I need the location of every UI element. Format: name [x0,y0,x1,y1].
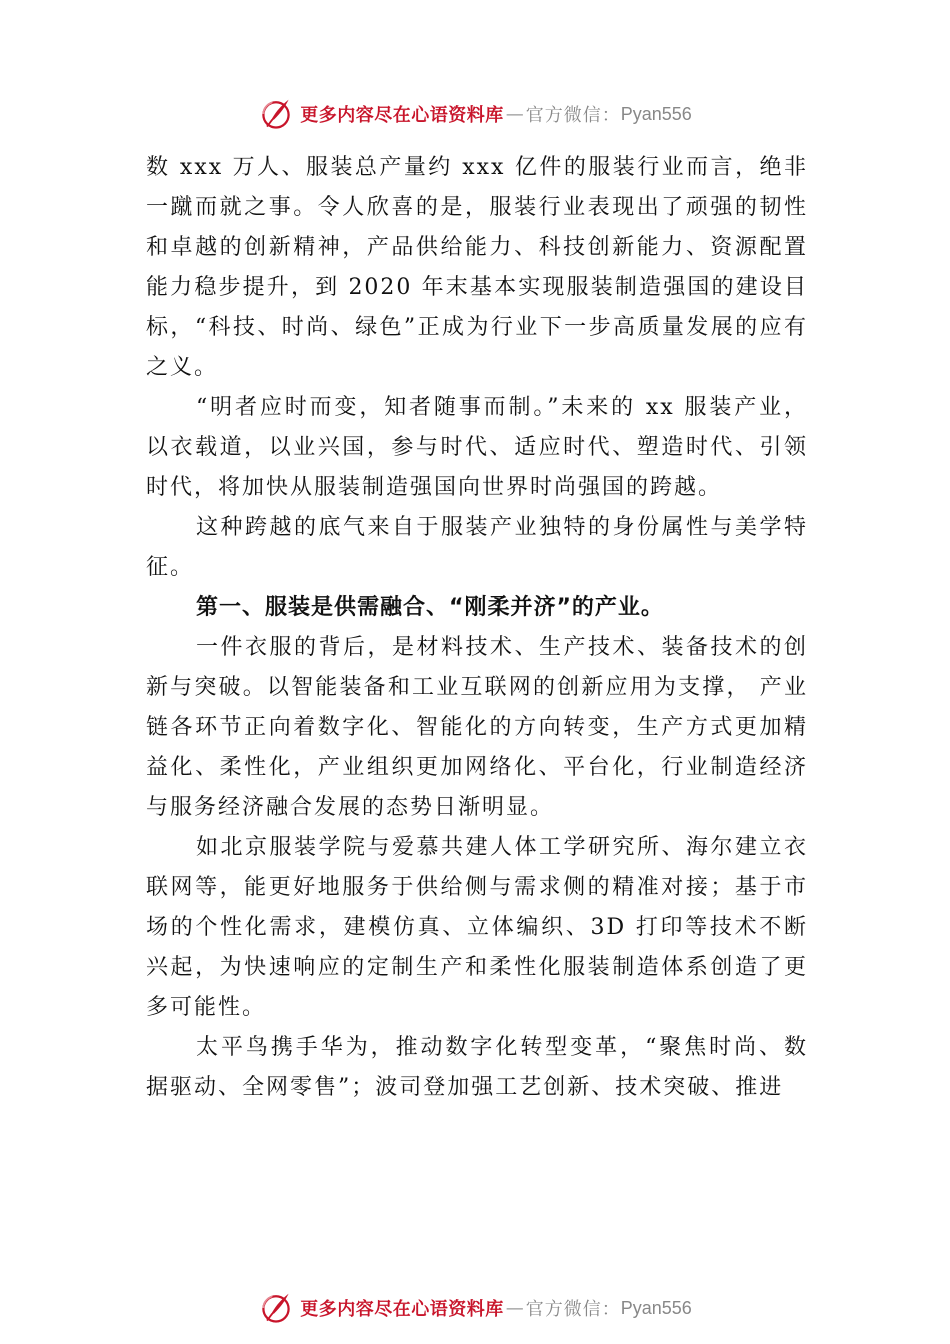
quill-pen-seal-icon [258,96,294,132]
paragraph-1: 数 xxx 万人、服装总产量约 xxx 亿件的服装行业而言，绝非一蹴而就之事。令人欣喜的是，服装行业表现出了顽强的韧性和卓越的创新精神，产品供给能力、科技创新能力、资源配置能力稳步提升，到 2020 年末基本实现服装制造强国的建设目标，“科技、时尚、绿色”正成为行业下一步高质量发展的应有之义。 [146,155,808,380]
banner-separator: — [505,1297,524,1319]
section-heading: 第一、服装是供需融合、“刚柔并济”的产业。 [196,595,664,620]
paragraph-2: “明者应时而变，知者随事而制。”未来的 xx 服装产业，以衣载道，以业兴国，参与时代、适应时代、塑造时代、引领时代，将加快从服装制造强国向世界时尚强国的跨越。 [146,395,808,500]
banner-wechat-label: 官方微信： [525,1299,621,1320]
banner-title: 更多内容尽在心语资料库 [300,1299,504,1320]
banner-wechat-id: Pyan556 [620,103,692,124]
paragraph-4: 一件衣服的背后，是材料技术、生产技术、装备技术的创新与突破。以智能装备和工业互联网的创新应用为支撑， 产业链各环节正向着数字化、智能化的方向转变，生产方式更加精益化、柔性化，产业组织更加网络化、平台化，行业制造经济与服务经济融合发展的态势日渐明显。 [146,635,808,820]
watermark-banner-top [0,94,950,134]
document-body [146,148,808,1108]
banner-separator: — [505,103,524,125]
banner-wechat-label: 官方微信： [525,105,621,126]
paragraph-6: 太平鸟携手华为，推动数字化转型变革，“聚焦时尚、数据驱动、全网零售”；波司登加强工艺创新、技术突破、推进 [146,1035,808,1100]
quill-pen-seal-icon [258,1290,294,1326]
banner-title: 更多内容尽在心语资料库 [300,105,504,126]
watermark-banner-bottom [0,1288,950,1328]
banner-wechat-id: Pyan556 [620,1297,692,1318]
paragraph-3: 这种跨越的底气来自于服装产业独特的身份属性与美学特征。 [146,515,808,580]
paragraph-5: 如北京服装学院与爱慕共建人体工学研究所、海尔建立衣联网等，能更好地服务于供给侧与需求侧的精准对接；基于市场的个性化需求，建模仿真、立体编织、3D 打印等技术不断兴起，为快速响应的定制生产和柔性化服装制造体系创造了更多可能性。 [146,835,808,1020]
